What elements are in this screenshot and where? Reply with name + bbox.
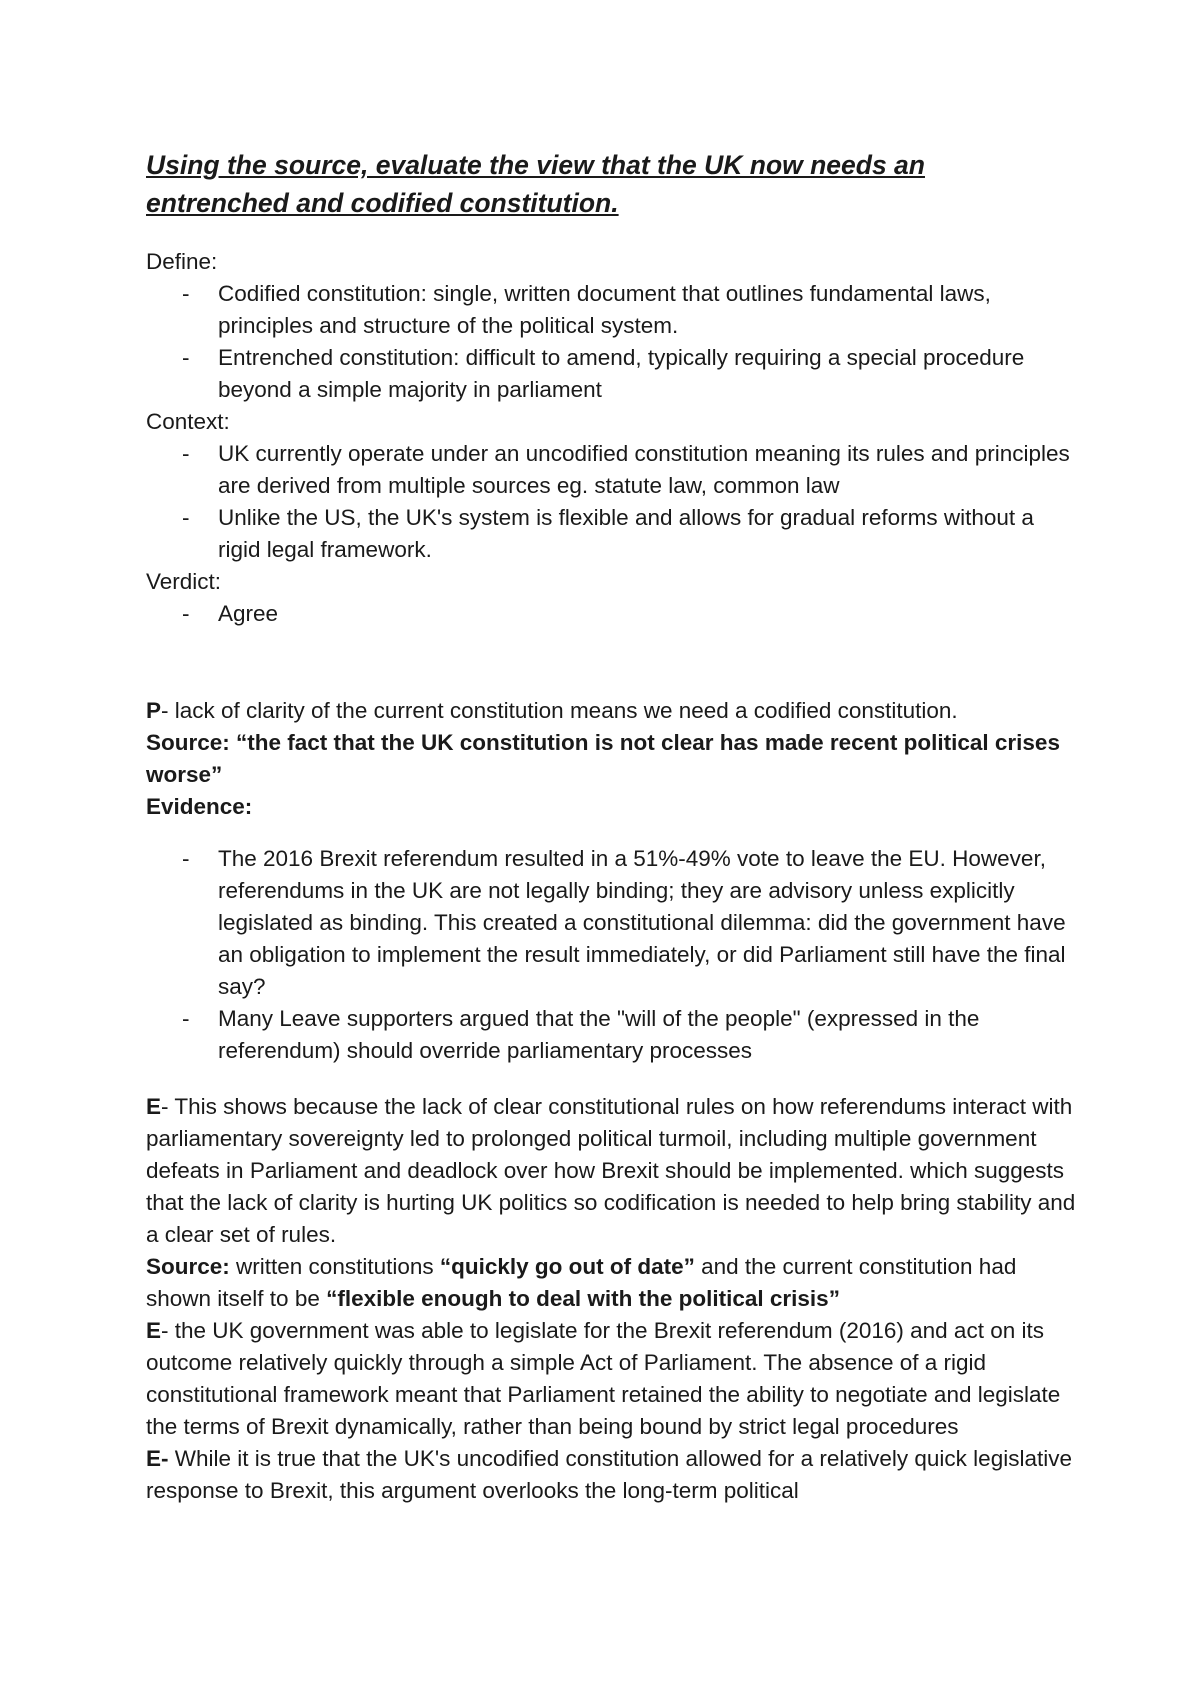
source-quote-1: Source: “the fact that the UK constitution is not clear has made recent political crises worse” bbox=[146, 730, 1060, 787]
essay-question-line-1: Using the source, evaluate the view that the UK now needs an bbox=[146, 150, 925, 180]
explanation-paragraph-3 bbox=[146, 1443, 1076, 1507]
point-label: P bbox=[146, 698, 162, 723]
source-label: Source: bbox=[146, 1254, 230, 1279]
source-quote: “flexible enough to deal with the political crisis” bbox=[326, 1286, 840, 1311]
point-paragraph bbox=[146, 695, 1076, 727]
explanation-text: - the UK government was able to legislate for the Brexit referendum (2016) and act on its outcome relatively quickly through a simple Act of Parliament. The absence of a rigid constitutional framework meant that Parliament retained the ability to negotiate and legislate the terms of Brexit dynamically, rather than being bound by strict legal procedures bbox=[146, 1318, 1061, 1439]
source-quote: “quickly go out of date” bbox=[439, 1254, 695, 1279]
dash-bullet: - bbox=[182, 601, 190, 626]
define-item-text: Codified constitution: single, written document that outlines fundamental laws, principles and structure of the political system. bbox=[218, 281, 991, 338]
explanation-label: E bbox=[146, 1094, 162, 1119]
list-item bbox=[146, 438, 1076, 502]
verdict-list bbox=[146, 598, 1076, 630]
list-item bbox=[146, 342, 1076, 406]
list-item bbox=[146, 1003, 1076, 1067]
document-page bbox=[146, 146, 1076, 1507]
define-heading: Define: bbox=[146, 249, 218, 274]
dash-bullet: - bbox=[182, 505, 190, 530]
context-list bbox=[146, 438, 1076, 566]
context-item-text: UK currently operate under an uncodified constitution meaning its rules and principles are derived from multiple sources eg. statute law, common law bbox=[218, 441, 1070, 498]
define-item-text: Entrenched constitution: difficult to amend, typically requiring a special procedure beyond a simple majority in parliament bbox=[218, 345, 1025, 402]
list-item bbox=[146, 502, 1076, 566]
explanation-text: - This shows because the lack of clear constitutional rules on how referendums interact with parliamentary sovereignty led to prolonged political turmoil, including multiple government defeats in Parliament and deadlock over how Brexit should be implemented. which suggests that the lack of clarity is hurting UK politics so codification is needed to help bring stability and a clear set of rules. bbox=[146, 1094, 1076, 1247]
dash-bullet: - bbox=[182, 1006, 190, 1031]
essay-question-line-2: entrenched and codified constitution. bbox=[146, 188, 619, 218]
source-quote-2 bbox=[146, 1251, 1076, 1315]
list-item bbox=[146, 278, 1076, 342]
explanation-text: While it is true that the UK's uncodified constitution allowed for a relatively quick legislative response to Brexit, this argument overlooks the long-term political bbox=[146, 1446, 1072, 1503]
evidence-item-text: Many Leave supporters argued that the "will of the people" (expressed in the referendum) should override parliamentary processes bbox=[218, 1006, 980, 1063]
verdict-heading: Verdict: bbox=[146, 569, 222, 594]
dash-bullet: - bbox=[182, 345, 190, 370]
explanation-label: E bbox=[146, 1318, 162, 1343]
evidence-item-text: The 2016 Brexit referendum resulted in a 51%-49% vote to leave the EU. However, referendums in the UK are not legally binding; they are advisory unless explicitly legislated as binding. This created a constitutional dilemma: did the government have an obligation to implement the result immediately, or did Parliament still have the final say? bbox=[218, 846, 1066, 999]
essay-question bbox=[146, 146, 1076, 222]
explanation-paragraph-2 bbox=[146, 1315, 1076, 1443]
list-item bbox=[146, 843, 1076, 1003]
source-text: written constitutions bbox=[229, 1254, 440, 1279]
dash-bullet: - bbox=[182, 846, 190, 871]
dash-bullet: - bbox=[182, 441, 190, 466]
source-text: and the current constitution had shown itself to be bbox=[146, 1254, 1017, 1311]
explanation-label: E- bbox=[146, 1446, 169, 1471]
list-item bbox=[146, 598, 1076, 630]
define-list bbox=[146, 278, 1076, 406]
evidence-list bbox=[146, 843, 1076, 1067]
point-text: - lack of clarity of the current constitution means we need a codified constitution. bbox=[161, 698, 958, 723]
context-heading: Context: bbox=[146, 409, 230, 434]
explanation-paragraph-1 bbox=[146, 1091, 1076, 1251]
verdict-item-text: Agree bbox=[218, 601, 279, 626]
context-item-text: Unlike the US, the UK's system is flexible and allows for gradual reforms without a rigid legal framework. bbox=[218, 505, 1034, 562]
dash-bullet: - bbox=[182, 281, 190, 306]
evidence-heading: Evidence: bbox=[146, 794, 253, 819]
